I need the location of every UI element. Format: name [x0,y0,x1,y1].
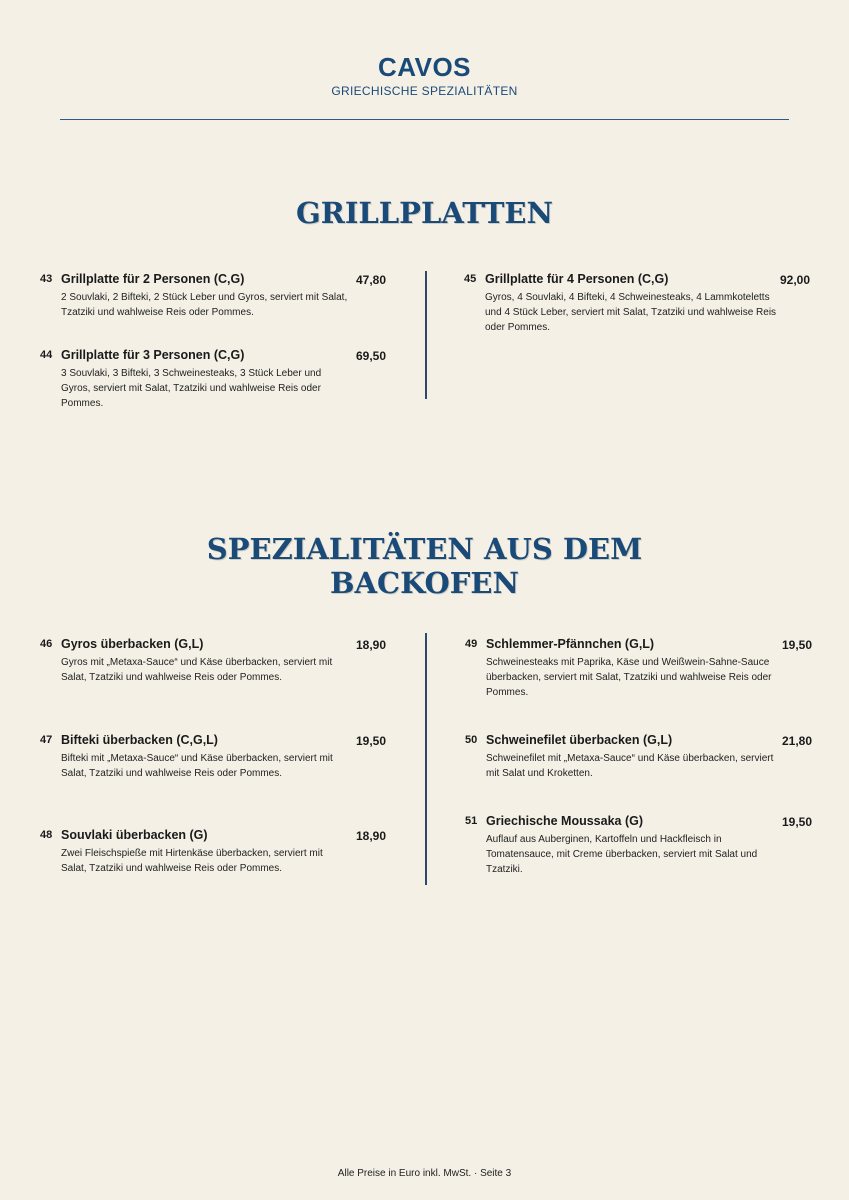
menu-item-43 [40,273,386,320]
item-price: 21,80 [781,734,812,748]
item-description: Gyros mit „Metaxa-Sauce“ und Käse überbacken, serviert mit Salat, Tzatziki und wahlweise Reis oder Pommes. [61,657,333,683]
page-header [0,52,849,98]
menu-item-51 [465,815,812,877]
section-title-line: BACKOFEN [330,566,519,600]
menu-item-46 [40,638,386,685]
item-description: Gyros, 4 Souvlaki, 4 Bifteki, 4 Schweinesteaks, 4 Lammkoteletts und 4 Stück Leber, serviert mit Salat, Tzatziki und wahlweise Reis oder Pommes. [485,292,777,333]
item-number: 44 [40,349,53,361]
header-divider [60,119,789,120]
item-number: 43 [40,273,53,285]
item-description: 2 Souvlaki, 2 Bifteki, 2 Stück Leber und Gyros, serviert mit Salat, Tzatziki und wahlweise Reis oder Pommes. [61,292,348,318]
item-number: 46 [40,638,53,650]
item-price: 19,50 [355,734,386,748]
item-price: 92,00 [779,273,810,287]
item-name: Bifteki überbacken (C,G,L) [61,733,218,747]
item-price: 47,80 [355,273,386,287]
menu-item-50 [465,734,812,781]
item-number: 50 [465,734,478,746]
item-description: Schweinesteaks mit Paprika, Käse und Weißwein-Sahne-Sauce überbacken, serviert mit Salat, Tzatziki und wahlweise Reis oder Pommes. [486,657,772,698]
item-price: 19,50 [781,638,812,652]
item-number: 48 [40,829,53,841]
item-name: Gyros überbacken (G,L) [61,637,204,651]
menu-item-49 [465,638,812,700]
column-divider [425,271,427,399]
menu-item-45 [464,273,810,335]
item-name: Schlemmer-Pfännchen (G,L) [486,637,655,651]
menu-item-48 [40,829,386,876]
menu-item-47 [40,734,386,781]
item-description: Bifteki mit „Metaxa-Sauce“ und Käse überbacken, serviert mit Salat, Tzatziki und wahlweise Reis oder Pommes. [61,753,333,779]
item-name: Grillplatte für 4 Personen (C,G) [485,272,669,286]
item-number: 45 [464,273,477,285]
item-name: Grillplatte für 2 Personen (C,G) [61,272,245,286]
section-title-grillplatten: GRILLPLATTEN [295,196,554,230]
item-price: 19,50 [781,815,812,829]
item-price: 18,90 [355,638,386,652]
page-footer: Alle Preise in Euro inkl. MwSt. · Seite 3 [337,1168,512,1179]
item-number: 49 [465,638,478,650]
section-title-backofen [0,532,849,600]
item-price: 69,50 [355,349,386,363]
item-name: Souvlaki überbacken (G) [61,828,208,842]
item-description: 3 Souvlaki, 3 Bifteki, 3 Schweinesteaks, 3 Stück Leber und Gyros, serviert mit Salat, Tzatziki und wahlweise Reis oder Pommes. [61,368,322,409]
column-divider [425,633,427,885]
item-price: 18,90 [355,829,386,843]
item-number: 47 [40,734,53,746]
item-number: 51 [465,815,478,827]
item-name: Grillplatte für 3 Personen (C,G) [61,348,245,362]
item-description: Auflauf aus Auberginen, Kartoffeln und Hackfleisch in Tomatensauce, mit Creme überbacken, serviert mit Salat und Tzatziki. [486,834,758,875]
item-description: Zwei Fleischspieße mit Hirtenkäse überbacken, serviert mit Salat, Tzatziki und wahlweise Reis oder Pommes. [61,848,323,874]
item-name: Schweinefilet überbacken (G,L) [486,733,673,747]
restaurant-tagline: GRIECHISCHE SPEZIALITÄTEN [331,84,518,98]
restaurant-name: CAVOS [377,52,472,82]
section-title-line: SPEZIALITÄTEN AUS DEM [206,532,643,566]
item-description: Schweinefilet mit „Metaxa-Sauce“ und Käse überbacken, serviert mit Salat und Kroketten. [486,753,774,779]
item-name: Griechische Moussaka (G) [486,814,644,828]
menu-item-44 [40,349,386,411]
